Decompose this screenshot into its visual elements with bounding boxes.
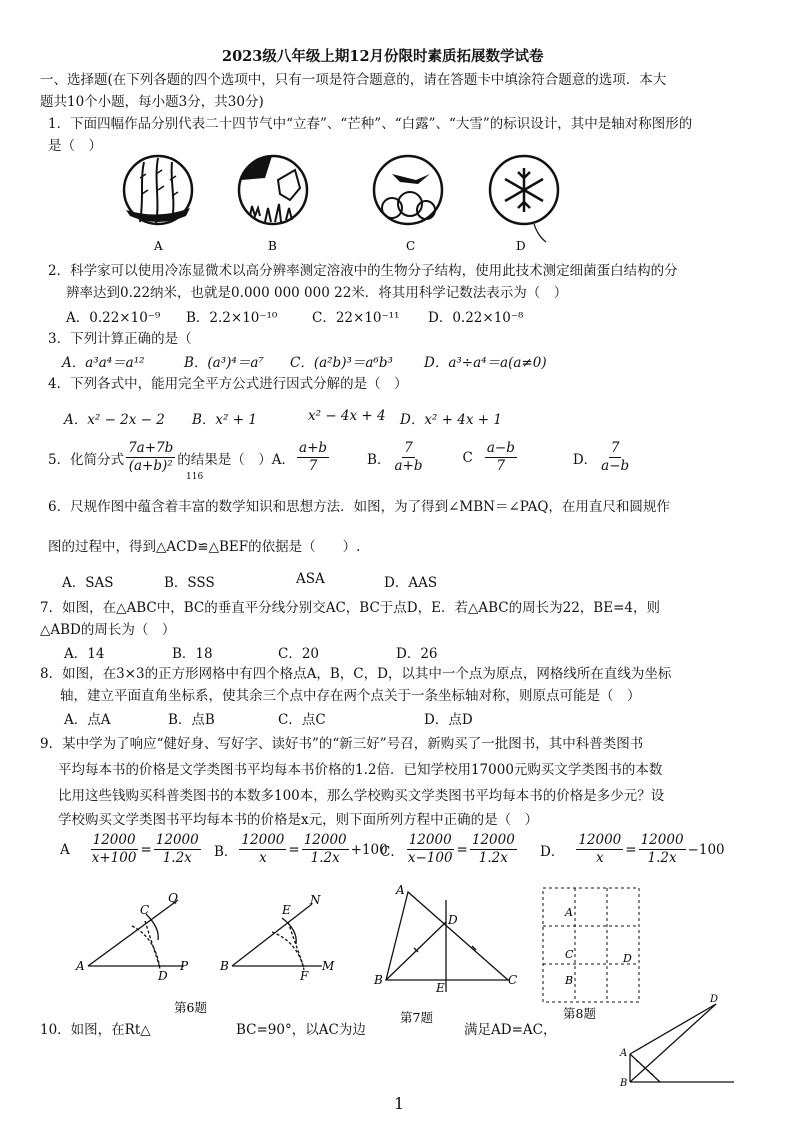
- q5-label-d: D．: [572, 451, 598, 468]
- q1-label-c: C: [406, 239, 416, 253]
- fig10-label-d: D: [710, 994, 719, 1005]
- exam-title: 2023级八年级上期12月份限时素质拓展数学试卷: [222, 48, 544, 65]
- q6-option-b[interactable]: B．SSS: [164, 575, 215, 591]
- q9-stem-line1: 9．某中学为了响应“健好身、写好字、读好书”的“新三好”号召，新购买了一批图书，其中科普类图书: [40, 736, 644, 752]
- fig6-label-f: F: [300, 969, 309, 983]
- q5-option-a[interactable]: $\frac{a+b}{7}$: [299, 440, 328, 474]
- q2-stem-line1: 2．科学家可以使用冷冻显微术以高分辨率测定溶液中的生物分子结构，使用此技术测定细菌蛋白结构的分: [48, 263, 678, 279]
- fig7-label-a: A: [396, 883, 405, 897]
- fig6-label-b: B: [220, 959, 229, 973]
- q6-option-d[interactable]: D．AAS: [384, 575, 438, 591]
- q8-option-a[interactable]: A．点A: [64, 712, 111, 728]
- q5-label-b: B．: [367, 451, 391, 468]
- q4-option-c[interactable]: x² − 4x + 4: [308, 408, 386, 424]
- figure-q7: [368, 880, 528, 1030]
- figure-q6: [60, 888, 370, 1018]
- q7-option-d[interactable]: D．26: [396, 646, 438, 662]
- q10-stem-part1: 10．如图，在Rt△: [40, 1022, 151, 1038]
- q1-label-b: B: [268, 239, 277, 253]
- q1-stem-line1: 1．下面四幅作品分别代表二十四节气中“立春”、“芒种”、“白露”、“大雪”的标识设计，其中是轴对称图形的: [48, 116, 693, 132]
- q3-option-a[interactable]: A．a³a⁴＝a¹²: [62, 355, 145, 371]
- q2-option-a[interactable]: A．0.22×10⁻⁹: [66, 310, 161, 326]
- section-instructions-line1: 一、选择题(在下列各题的四个选项中，只有一项是符合题意的，请在答题卡中填涂符合题意的选项．本大: [40, 72, 667, 88]
- q9-option-d[interactable]: D． $\frac{12000}{x}$ = $\frac{12000}{1.2x}$ −100: [540, 832, 725, 866]
- fig8-label-b: B: [565, 974, 574, 987]
- q3-option-c[interactable]: C．(a²b)³＝a⁶b³: [290, 355, 393, 371]
- q8-option-d[interactable]: D．点D: [424, 712, 473, 728]
- q9-option-a[interactable]: A $\frac{12000}{x+100}$ = $\frac{12000}{1.2x}$: [60, 832, 199, 866]
- q9-option-b[interactable]: B． $\frac{12000}{x}$ = $\frac{12000}{1.2x}$ +100: [214, 832, 388, 866]
- q8-option-c[interactable]: C．点C: [278, 712, 326, 728]
- q4-stem: 4．下列各式中，能用完全平方公式进行因式分解的是（ ）: [48, 376, 408, 392]
- q9-stem-line4: 学校购买文学类图书平均每本书的价格是x元，则下面所列方程中正确的是（ ）: [58, 812, 539, 828]
- q3-option-d[interactable]: D．a³÷a⁴＝a(a≠0): [424, 355, 547, 371]
- fig8-caption: 第8题: [563, 1006, 596, 1021]
- q4-option-a[interactable]: A．x² − 2x − 2: [64, 412, 165, 428]
- q10-stem-part2: BC=90°，以AC为边: [236, 1022, 366, 1038]
- q2-option-c[interactable]: C．22×10⁻¹¹: [312, 310, 400, 326]
- fig6-label-m: M: [322, 959, 335, 973]
- fig7-label-e: E: [436, 981, 445, 995]
- logo-bailu-icon: [374, 156, 442, 224]
- fig10-label-b: B: [620, 1078, 628, 1089]
- q8-stem-line2: 轴，建立平面直角坐标系，使其余三个点中存在两个点关于一条坐标轴对称，则原点可能是（ ）: [60, 688, 641, 704]
- fig7-label-d: D: [448, 913, 458, 927]
- fig7-label-b: B: [374, 973, 383, 987]
- q8-stem-line1: 8．如图，在3×3的正方形网格中有四个格点A，B，C，D，以其中一个点为原点，网格线所在直线为坐标: [40, 666, 672, 682]
- q5-label-c: C: [462, 449, 473, 466]
- fig6-label-c: C: [140, 903, 150, 917]
- fig8-label-c: C: [565, 948, 574, 961]
- fig8-label-d: D: [623, 952, 632, 965]
- q5-row: [48, 440, 633, 475]
- q4-option-b[interactable]: B．x² + 1: [192, 412, 257, 428]
- fig6-label-a: A: [76, 959, 85, 973]
- q1-label-d: D: [516, 239, 526, 253]
- q9-stem-line2: 平均每本书的价格是文学类图书平均每本书价格的1.2倍．已知学校用17000元购买文学类图书的本数: [58, 762, 663, 778]
- fig10-label-a: A: [620, 1048, 628, 1059]
- q6-stem-line2: 图的过程中，得到△ACD≌△BEF的依据是（ ）.: [48, 539, 361, 555]
- q7-stem-line2: △ABD的周长为（ ）: [40, 622, 176, 638]
- q10-stem-part3: 满足AD=AC，: [464, 1022, 557, 1038]
- fig6-label-q: Q: [168, 891, 178, 905]
- q1-solar-term-logos: [100, 150, 560, 260]
- q2-option-b[interactable]: B．2.2×10⁻¹⁰: [186, 310, 278, 326]
- q6-stem-line1: 6．尺规作图中蕴含着丰富的数学知识和思想方法．如图，为了得到∠MBN＝∠PAQ，在用直尺和圆规作: [48, 499, 670, 515]
- q5-option-d[interactable]: $\frac{7}{a-b}$: [601, 440, 630, 474]
- fig6-label-p: P: [180, 959, 189, 973]
- q4-option-d[interactable]: D．x² + 4x + 1: [400, 412, 502, 428]
- q1-label-a: A: [154, 239, 163, 253]
- fig6-label-d: D: [158, 969, 168, 983]
- fig7-label-c: C: [508, 973, 518, 987]
- q5-prefix: 5．化简分式: [48, 451, 125, 468]
- fig6-label-n: N: [310, 893, 321, 907]
- q7-option-b[interactable]: B．18: [172, 646, 213, 662]
- q3-stem: 3．下列计算正确的是（: [48, 331, 192, 347]
- fig6-label-e: E: [282, 903, 291, 917]
- fig8-label-a: A: [565, 906, 573, 919]
- q5-option-b[interactable]: $\frac{7}{a+b}$: [394, 440, 423, 474]
- q8-option-b[interactable]: B．点B: [168, 712, 215, 728]
- q2-stem-line2: 辨率达到0.22纳米，也就是0.000 000 000 22米．将其用科学记数法表示为（ ）: [66, 285, 568, 301]
- q9-stem-line3: 比用这些钱购买科普类图书的本数多100本，那么学校购买文学类图书平均每本书的价格是多少元？设: [58, 788, 665, 804]
- q5-handwritten-scribble: 116: [186, 472, 204, 482]
- q6-option-a[interactable]: A．SAS: [62, 575, 114, 591]
- section-instructions-line2: 题共10个小题，每小题3分，共30分): [40, 94, 264, 110]
- q5-expression: $\frac{7a+7b}{\text{(a+b)²}}$: [128, 440, 174, 474]
- q5-mid: 的结果是（ ）A．: [177, 451, 296, 468]
- logo-lichun-icon: [124, 156, 192, 224]
- q1-stem-line2: 是（ ）: [48, 138, 102, 154]
- q2-option-d[interactable]: D．0.22×10⁻⁸: [428, 310, 524, 326]
- q5-option-c[interactable]: $\frac{a-b}{7}$: [486, 440, 515, 474]
- fig6-caption: 第6题: [174, 1000, 207, 1015]
- q7-option-c[interactable]: C．20: [278, 646, 320, 662]
- figure-q10: [614, 990, 754, 1090]
- fig7-caption: 第7题: [400, 1010, 433, 1025]
- q3-option-b[interactable]: B．(a³)⁴＝a⁷: [184, 355, 264, 371]
- logo-mangzhong-icon: [239, 156, 307, 224]
- page-number: 1: [394, 1094, 405, 1113]
- q6-option-c[interactable]: ASA: [296, 571, 325, 587]
- q9-option-c[interactable]: C． $\frac{12000}{x-100}$ = $\frac{12000}{1.2x}$: [380, 832, 515, 866]
- q7-stem-line1: 7．如图，在△ABC中，BC的垂直平分线分别交AC，BC于点D，E．若△ABC的周长为22，BE=4，则: [40, 600, 660, 616]
- q7-option-a[interactable]: A．14: [64, 646, 105, 662]
- logo-daxue-icon: [490, 156, 558, 242]
